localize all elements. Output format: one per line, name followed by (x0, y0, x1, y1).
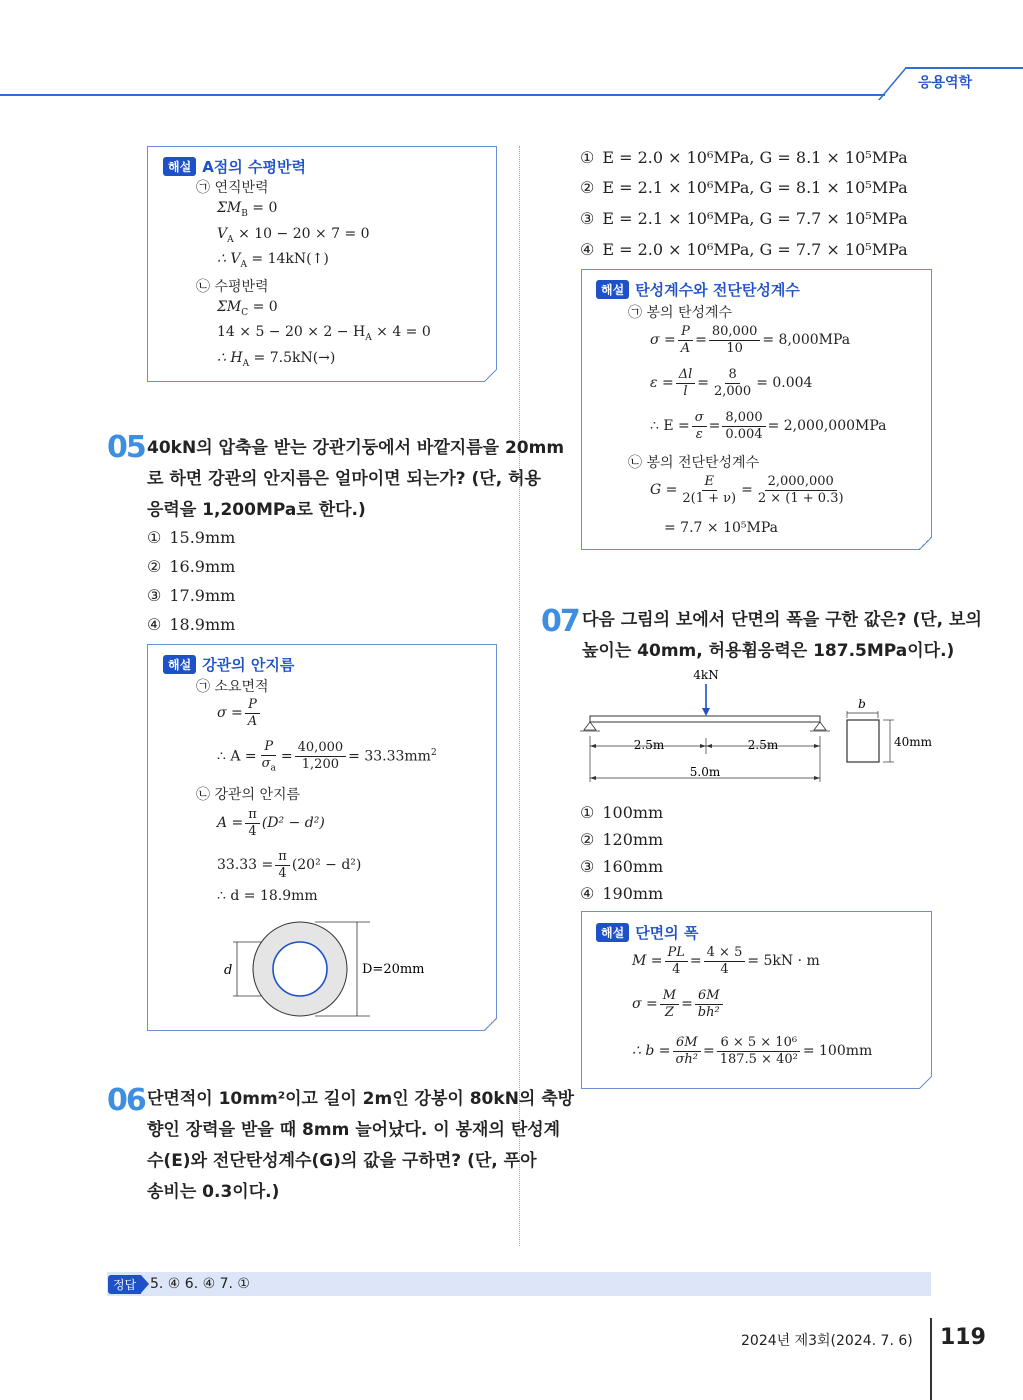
equation: G = $\frac{E}{2(1 + \nu)}$ = $\frac{2,000,000}{2 \times (1 + 0.3)}$ (650, 474, 844, 506)
equation: A = $\frac{\pi}{4}$ (D² − d²) (217, 807, 325, 839)
width-label: b (858, 697, 866, 711)
step-label: ㉠ 소요면적 (196, 679, 269, 695)
question-number: 07 (541, 604, 579, 639)
footer-divider (930, 1318, 932, 1400)
equation: = 7.7 × 10⁵MPa (664, 520, 778, 536)
equation: $\Sigma M_B = 0$ (217, 200, 278, 219)
header-rule (0, 94, 885, 96)
equation: ∴ d = 18.9mm (217, 888, 318, 904)
span-a-label: 2.5m (633, 738, 665, 752)
option-4[interactable]: ④ 190mm (580, 884, 664, 903)
solution-header (163, 156, 306, 177)
option-2[interactable]: ② E = 2.1 × 10⁶MPa, G = 8.1 × 10⁵MPa (580, 178, 908, 197)
equation: M = $\frac{PL}{4}$ = $\frac{4 \times 5}{4}$ = 5kN · m (632, 945, 820, 977)
option-3[interactable]: ③ E = 2.1 × 10⁶MPa, G = 7.7 × 10⁵MPa (580, 209, 908, 228)
question-text: 다음 그림의 보에서 단면의 폭을 구한 값은? (단, 보의 높이는 40mm, 허용휨응력은 187.5MPa이다.) (582, 610, 982, 661)
solution-badge: 해설 (163, 655, 196, 674)
question-number: 05 (107, 430, 145, 465)
solution-title: 단면의 폭 (635, 924, 699, 942)
equation: σ = $\frac{P}{A}$ = $\frac{80,000}{10}$ = 8,000MPa (650, 324, 851, 356)
option-4[interactable]: ④ 18.9mm (147, 615, 236, 634)
step-label: ㉠ 봉의 탄성계수 (628, 305, 733, 321)
solution-header (596, 922, 698, 943)
solution-badge: 해설 (163, 157, 196, 176)
solution-badge: 해설 (596, 923, 629, 942)
step-label: ㉡ 봉의 전단탄성계수 (628, 455, 760, 471)
equation: σ = $\frac{P}{A}$ (217, 697, 262, 729)
option-3[interactable]: ③ 160mm (580, 857, 664, 876)
column-divider (519, 146, 520, 1246)
step-label: ㉠ 연직반력 (196, 180, 269, 196)
equation: ε = $\frac{\Delta l}{l}$ = $\frac{8}{2,000}$ = 0.004 (650, 367, 813, 399)
equation: ∴ b = $\frac{6M}{\text{σh²}}$ = $\frac{\text{6 × 5 × 10⁶}}{\text{187.5 × 40²}}$ = 100mm (632, 1035, 873, 1067)
option-4[interactable]: ④ E = 2.0 × 10⁶MPa, G = 7.7 × 10⁵MPa (580, 240, 908, 259)
beam-diagram (576, 664, 936, 788)
question-text: 40kN의 압축을 받는 강관기둥에서 바깥지름을 20mm 로 하면 강관의 안지름은 얼마이면 되는가? (단, 허용 응력을 1,200MPa로 한다.) (147, 438, 565, 520)
option-2[interactable]: ② 16.9mm (147, 557, 236, 576)
span-b-label: 2.5m (747, 738, 779, 752)
solution-badge: 해설 (596, 280, 629, 299)
solution-header (163, 654, 294, 675)
equation: ∴ A = $\frac{P}{\sigma_a}$ = $\frac{40,000}{1,200}$ = $33.33mm^2$ (217, 739, 437, 774)
equation: σ = $\frac{M}{Z}$ = $\frac{6M}{\text{bh²}}$ (632, 988, 725, 1020)
option-1[interactable]: ① E = 2.0 × 10⁶MPa, G = 8.1 × 10⁵MPa (580, 148, 908, 167)
pipe-section-diagram (215, 918, 445, 1022)
inner-diameter-label: d (224, 963, 233, 978)
outer-diameter-label: D=20mm (362, 962, 425, 977)
step-label: ㉡ 수평반력 (196, 279, 269, 295)
page-number: 119 (940, 1325, 986, 1350)
option-3[interactable]: ③ 17.9mm (147, 586, 236, 605)
equation: 33.33 = $\frac{\pi}{4}$ (20² − d²) (217, 849, 362, 881)
equation: ∴ E = $\frac{\sigma}{\varepsilon}$ = $\frac{8,000}{0.004}$ = 2,000,000MPa (650, 410, 887, 442)
exam-info: 2024년 제3회(2024. 7. 6) (741, 1333, 913, 1349)
solution-header (596, 279, 800, 300)
solution-title: 강관의 안지름 (202, 656, 295, 674)
header-rule-slant (878, 68, 907, 100)
question-number: 06 (107, 1083, 145, 1118)
question-text: 단면적이 10mm²이고 길이 2m인 강봉이 80kN의 축방 향인 장력을 받을 때 8mm 늘어났다. 이 봉재의 탄성계 수(E)와 전단탄성계수(G)의 값을 구하면? (단, 푸아 송비는 0.3이다.) (147, 1089, 575, 1202)
option-1[interactable]: ① 15.9mm (147, 528, 236, 547)
answer-badge: 정답 (108, 1275, 141, 1294)
option-1[interactable]: ① 100mm (580, 803, 664, 822)
section-title: 응용역학 (918, 75, 973, 91)
span-total-label: 5.0m (689, 765, 721, 779)
step-label: ㉡ 강관의 안지름 (196, 787, 301, 803)
load-label: 4kN (693, 668, 719, 682)
solution-title: 탄성계수와 전단탄성계수 (635, 281, 800, 299)
solution-title: A점의 수평반력 (202, 158, 306, 176)
equation: $\Sigma M_C = 0$ (217, 299, 278, 318)
equation: ∴ $H_A = 7.5kN(\to)$ (217, 350, 336, 369)
option-2[interactable]: ② 120mm (580, 830, 664, 849)
equation: $V_A \times 10 - 20 \times 7 = 0$ (217, 226, 370, 245)
height-label: 40mm (894, 735, 933, 749)
equation: $14 \times 5 - 20 \times 2 - H_A \times 4 = 0$ (217, 324, 431, 343)
equation: ∴ $V_A$ = 14kN(↑) (217, 251, 329, 270)
header-rule-top (905, 67, 1023, 69)
answer-key: 5. ④ 6. ④ 7. ① (150, 1276, 250, 1292)
